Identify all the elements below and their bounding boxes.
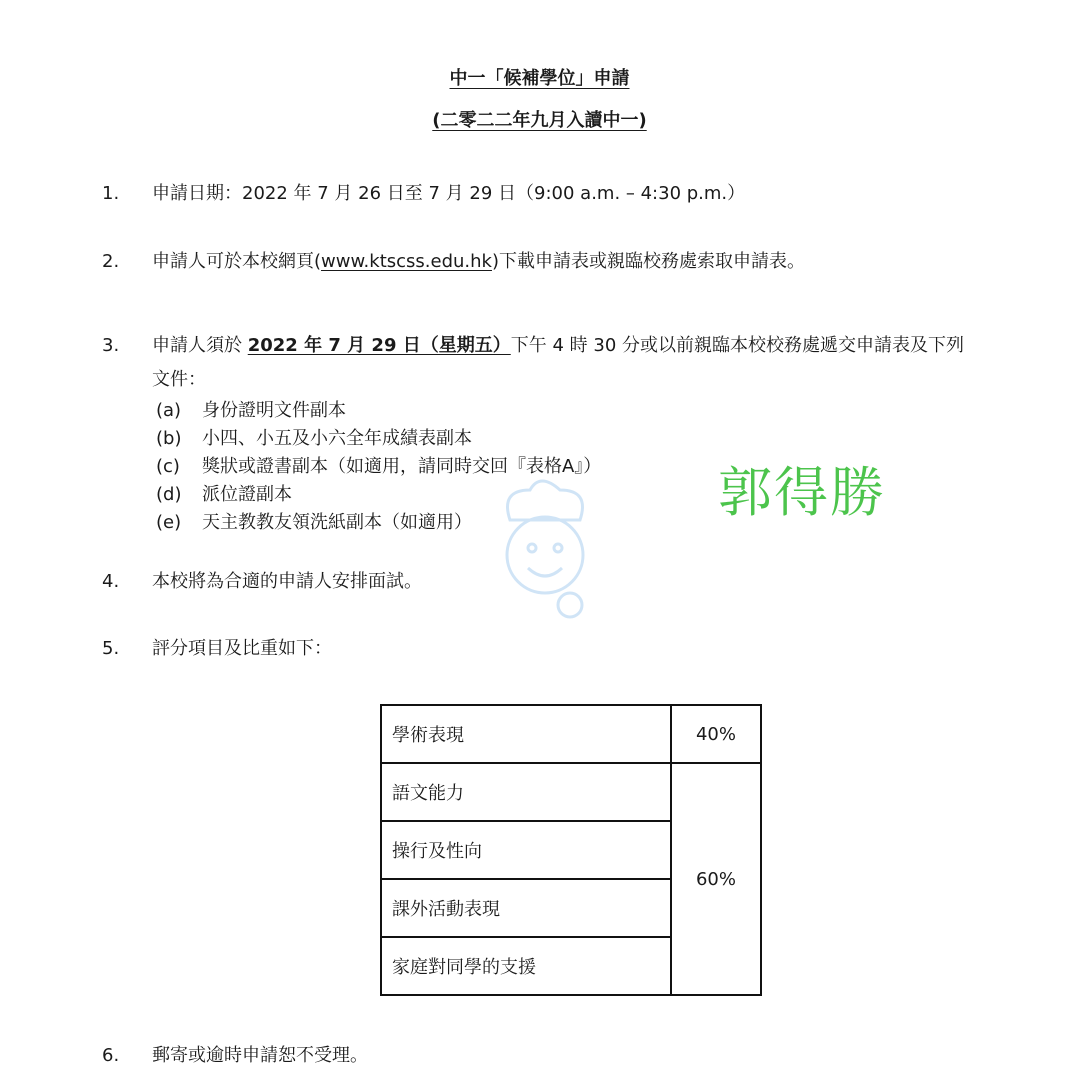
scoring-table bbox=[380, 704, 762, 996]
table-cell: 40% bbox=[671, 705, 761, 763]
table-row bbox=[381, 763, 761, 821]
page-subtitle: (二零二二年九月入讀中一) bbox=[432, 110, 647, 131]
name-watermark: 郭得勝 bbox=[718, 461, 886, 524]
table-cell: 語文能力 bbox=[381, 763, 671, 821]
page-title: 中一「候補學位」申請 bbox=[449, 68, 630, 89]
table-cell: 學術表現 bbox=[381, 705, 671, 763]
table-cell: 家庭對同學的支援 bbox=[381, 937, 671, 995]
deadline-date: 2022 年 7 月 29 日（星期五） bbox=[247, 335, 511, 356]
school-website-link[interactable]: www.ktscss.edu.hk bbox=[321, 251, 492, 272]
table-cell: 課外活動表現 bbox=[381, 879, 671, 937]
table-cell: 操行及性向 bbox=[381, 821, 671, 879]
table-row bbox=[381, 705, 761, 763]
chef-mascot-watermark-icon bbox=[470, 470, 620, 640]
table-cell: 60% bbox=[671, 763, 761, 995]
